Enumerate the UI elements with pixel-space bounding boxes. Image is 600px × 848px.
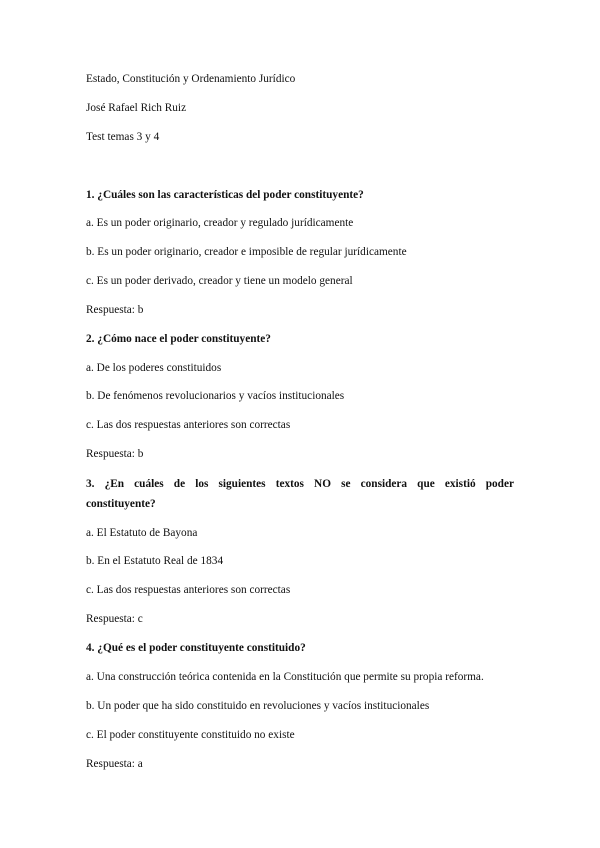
question-1: 1. ¿Cuáles son las características del poder constituyente? bbox=[86, 189, 364, 201]
question-4-option-a: a. Una construcción teórica contenida en la Constitución que permite su propia reforma. bbox=[86, 671, 484, 683]
question-2-option-a: a. De los poderes constituidos bbox=[86, 362, 222, 374]
author-name: José Rafael Rich Ruiz bbox=[86, 102, 187, 114]
question-1-option-a: a. Es un poder originario, creador y regulado jurídicamente bbox=[86, 217, 354, 229]
question-3-option-a: a. El Estatuto de Bayona bbox=[86, 527, 198, 539]
course-title: Estado, Constitución y Ordenamiento Jurídico bbox=[86, 73, 296, 85]
question-3-option-c: c. Las dos respuestas anteriores son correctas bbox=[86, 584, 291, 596]
question-3-answer: Respuesta: c bbox=[86, 613, 143, 625]
question-2: 2. ¿Cómo nace el poder constituyente? bbox=[86, 333, 271, 345]
question-1-answer: Respuesta: b bbox=[86, 304, 144, 316]
question-3-line-2: constituyente? bbox=[86, 498, 156, 510]
question-4: 4. ¿Qué es el poder constituyente constituido? bbox=[86, 642, 306, 654]
question-4-option-c: c. El poder constituyente constituido no existe bbox=[86, 729, 295, 741]
question-4-option-b: b. Un poder que ha sido constituido en revoluciones y vacíos institucionales bbox=[86, 700, 430, 712]
question-2-option-c: c. Las dos respuestas anteriores son correctas bbox=[86, 419, 291, 431]
question-2-option-b: b. De fenómenos revolucionarios y vacíos institucionales bbox=[86, 390, 345, 402]
question-2-answer: Respuesta: b bbox=[86, 448, 144, 460]
question-1-option-b: b. Es un poder originario, creador e imposible de regular jurídicamente bbox=[86, 246, 407, 258]
question-4-answer: Respuesta: a bbox=[86, 758, 143, 770]
question-3-option-b: b. En el Estatuto Real de 1834 bbox=[86, 555, 224, 567]
question-1-option-c: c. Es un poder derivado, creador y tiene un modelo general bbox=[86, 275, 353, 287]
test-subtitle: Test temas 3 y 4 bbox=[86, 131, 160, 143]
question-3-line-1: 3. ¿En cuáles de los siguientes textos NO se considera que existió poder bbox=[86, 478, 514, 490]
